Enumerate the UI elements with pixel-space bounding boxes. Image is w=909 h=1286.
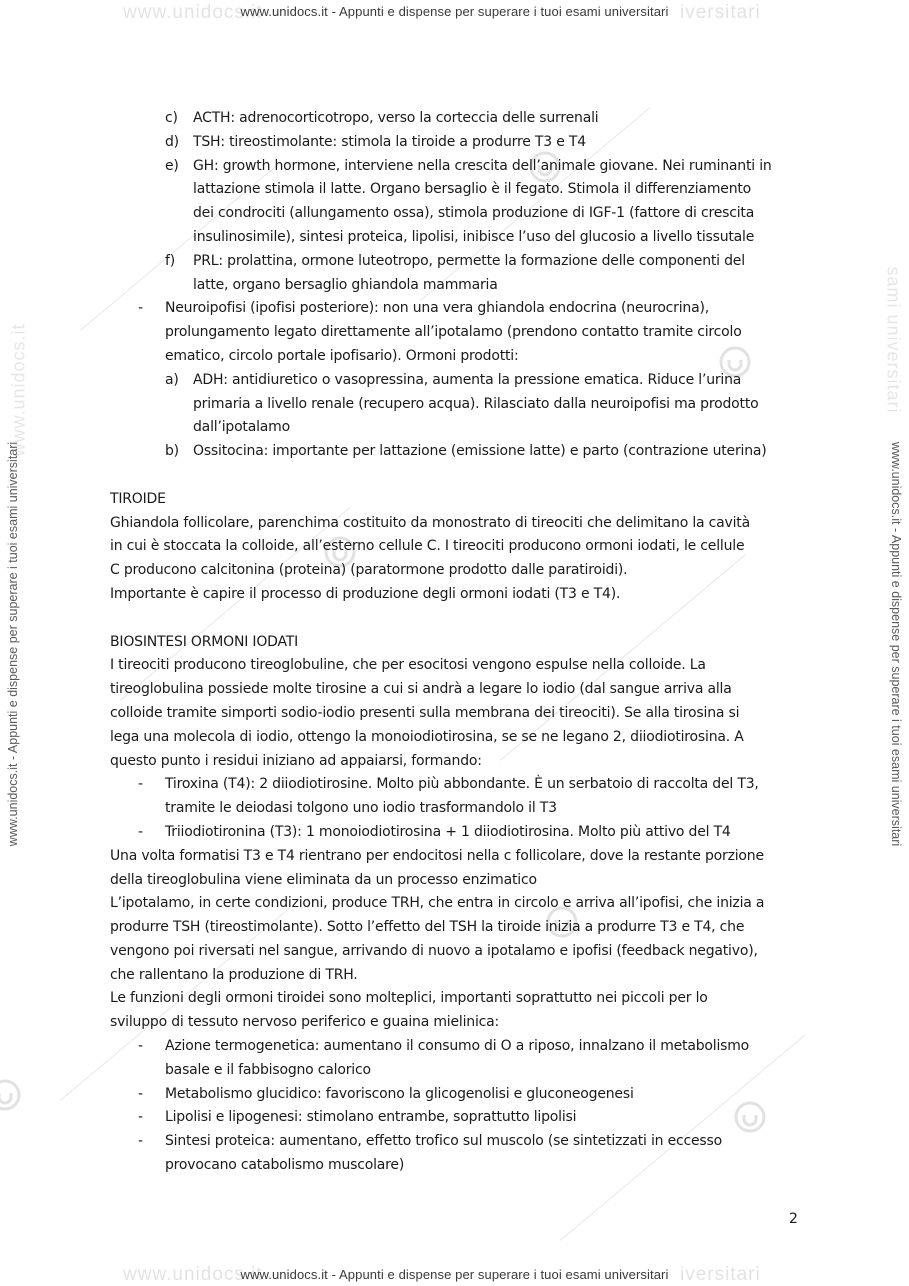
list-line: [110, 107, 800, 131]
list-text: ACTH: adrenocorticotropo, verso la corteccia delle surrenali: [193, 110, 599, 126]
text-line: che rallentano la produzione di TRH.: [110, 966, 358, 983]
list-line: [110, 1035, 800, 1059]
watermark-side-right: www.unidocs.it - Appunti e dispense per superare i tuoi esami universitari: [889, 441, 903, 847]
lettered-list-item: [110, 369, 800, 440]
blank-line: [110, 607, 800, 631]
bullet-list-item: [110, 821, 800, 845]
list-text: ADH: antidiuretico o vasopressina, aumenta la pressione ematica. Riduce l’urina: [193, 371, 742, 388]
text-line: L’ipotalamo, in certe condizioni, produce TRH, che entra in circolo e arriva all’ipofisi, che inizia a: [110, 895, 765, 912]
list-text: Tiroxina (T4): 2 diiodiotirosine. Molto più abbondante. È un serbatoio di raccolta del T3,: [165, 776, 759, 793]
list-line: [110, 1083, 800, 1107]
dash-marker: -: [138, 823, 143, 840]
text-line: lega una molecola di iodio, ottengo la monoiodiotirosina, se se ne legano 2, diiodiotirosina. A: [110, 728, 744, 745]
list-text: Azione termogenetica: aumentano il consumo di O a riposo, innalzano il metabolismo: [165, 1038, 750, 1055]
lettered-list-item: [110, 250, 800, 298]
list-line: [110, 821, 800, 845]
dash-marker: -: [138, 300, 143, 317]
list-text: prolungamento legato direttamente all’ipotalamo (prendono contatto tramite circolo: [165, 324, 742, 341]
list-line: [110, 131, 800, 155]
list-line: [110, 297, 800, 321]
list-text: Sintesi proteica: aumentano, effetto trofico sul muscolo (se sintetizzati in eccesso: [165, 1133, 722, 1150]
lettered-list-item: [110, 107, 800, 131]
list-text: TSH: tireostimolante: stimola la tiroide a produrre T3 e T4: [193, 133, 586, 150]
list-line: [110, 250, 800, 274]
watermark-side-left: www.unidocs.it - Appunti e dispense per superare i tuoi esami universitari: [6, 441, 20, 847]
list-text: dei condrociti (allungamento ossa), stimola produzione di IGF-1 (fattore di crescita: [193, 205, 755, 222]
text-line: Le funzioni degli ormoni tiroidei sono molteplici, importanti soprattutto nei piccoli per lo: [110, 990, 708, 1007]
blank-line: [110, 464, 800, 488]
list-marker: d): [165, 133, 179, 150]
bullet-list-item: [110, 1083, 800, 1107]
bullet-list-item: [110, 1035, 800, 1083]
text-line: vengono poi riversati nel sangue, arrivando di nuovo a ipotalamo e ipofisi (feedback negativo),: [110, 942, 758, 959]
watermark-ghost-bottom-right: iversitari: [680, 1264, 761, 1285]
text-line: Importante è capire il processo di produzione degli ormoni iodati (T3 e T4).: [110, 585, 621, 602]
list-line: [110, 1106, 800, 1130]
text-line: Ghiandola follicolare, parenchima costituito da monostrato di tireociti che delimitano la cavità: [110, 514, 750, 531]
text-line: tireoglobulina possiede molte tirosine a cui si andrà a legare lo iodio (dal sangue arriva alla: [110, 681, 732, 698]
list-text: insulinosimile), sintesi proteica, lipolisi, inibisce l’uso del glucosio a livello tissutale: [193, 228, 755, 245]
list-text: GH: growth hormone, interviene nella crescita dell’animale giovane. Nei ruminanti in: [193, 157, 772, 174]
list-line: [110, 155, 800, 179]
dash-marker: -: [138, 1133, 143, 1150]
list-marker: c): [165, 110, 178, 126]
list-text: Ossitocina: importante per lattazione (emissione latte) e parto (contrazione uterina): [193, 443, 767, 460]
dash-marker: -: [138, 1109, 143, 1126]
bullet-list-item: [110, 1106, 800, 1130]
text-line: della tireoglobulina viene eliminata da un processo enzimatico: [110, 871, 537, 888]
list-text: basale e il fabbisogno calorico: [165, 1061, 371, 1078]
list-text: dall’ipotalamo: [193, 419, 290, 436]
watermark-side-ghost-right: sami universitari: [883, 266, 904, 414]
text-line: in cui è stoccata la colloide, all’esterno cellule C. I tireociti producono ormoni iodati, le cellule: [110, 538, 745, 555]
list-text: tramite le deiodasi tolgono uno iodio trasformandolo il T3: [165, 800, 557, 817]
text-line: produrre TSH (tireostimolante). Sotto l’effetto del TSH la tiroide inizia a produrre T3 e T4, che: [110, 919, 745, 936]
watermark-banner-top: www.unidocs.it - Appunti e dispense per superare i tuoi esami universitari: [240, 4, 669, 19]
watermark-ghost-top-right: iversitari: [680, 2, 761, 23]
list-text: ematico, circolo portale ipofisario). Ormoni prodotti:: [165, 347, 519, 364]
paragraph: [110, 631, 800, 774]
list-marker: f): [165, 252, 175, 269]
text-line: sviluppo di tessuto nervoso periferico e guaina mielinica:: [110, 1014, 500, 1031]
list-text: PRL: prolattina, ormone luteotropo, permette la formazione delle componenti del: [193, 252, 745, 269]
watermark-ghost-top-left: www.unidocs.it: [123, 2, 263, 23]
lettered-list-item: [110, 155, 800, 250]
watermark-banner-bottom: www.unidocs.it - Appunti e dispense per superare i tuoi esami universitari: [240, 1267, 669, 1282]
bullet-list-item: [110, 1130, 800, 1178]
watermark-ghost-bottom-left: www.unidocs.it: [123, 1264, 263, 1285]
paragraph: [110, 845, 800, 1035]
dash-marker: -: [138, 1038, 143, 1055]
list-line: [110, 1130, 800, 1154]
list-text: primaria a livello renale (recupero acqua). Rilasciato dalla neuroipofisi ma prodotto: [193, 395, 759, 412]
list-text: latte, organo bersaglio ghiandola mammaria: [193, 276, 498, 293]
text-line: BIOSINTESI ORMONI IODATI: [110, 633, 299, 650]
page-number: 2: [789, 1211, 798, 1227]
text-line: colloide tramite simporti sodio-iodio presenti sulla membrana dei tireociti). Se alla tirosina si: [110, 704, 740, 721]
text-line: TIROIDE: [110, 490, 166, 507]
text-line: C producono calcitonina (proteina) (paratormone prodotto dalle paratiroidi).: [110, 562, 628, 579]
list-line: [110, 773, 800, 797]
lettered-list-item: [110, 131, 800, 155]
lettered-list-item: [110, 440, 800, 464]
watermark-side-ghost-left: www.unidocs.it: [8, 323, 29, 457]
list-line: [110, 369, 800, 393]
list-text: Neuroipofisi (ipofisi posteriore): non una vera ghiandola endocrina (neurocrina),: [165, 300, 709, 317]
list-marker: e): [165, 157, 179, 174]
text-line: I tireociti producono tireoglobuline, che per esocitosi vengono espulse nella colloide. La: [110, 657, 706, 674]
paragraph: [110, 488, 800, 607]
list-text: lattazione stimola il latte. Organo bersaglio è il fegato. Stimola il differenziamento: [193, 181, 752, 198]
bullet-list-item: [110, 773, 800, 821]
list-text: provocano catabolismo muscolare): [165, 1157, 405, 1174]
dash-marker: -: [138, 1085, 143, 1102]
list-text: Triiodiotironina (T3): 1 monoiodiotirosina + 1 diiodiotirosina. Molto più attivo del T4: [165, 823, 731, 840]
text-line: questo punto i residui iniziano ad appaiarsi, formando:: [110, 752, 482, 769]
text-line: Una volta formatisi T3 e T4 rientrano per endocitosi nella c follicolare, dove la restante porzione: [110, 847, 764, 864]
watermark-logo-icon: [0, 1078, 22, 1112]
document-body: [110, 107, 800, 1178]
bullet-list-item: [110, 297, 800, 368]
list-text: Metabolismo glucidico: favoriscono la glicogenolisi e gluconeogenesi: [165, 1085, 634, 1102]
list-marker: b): [165, 443, 179, 460]
list-text: Lipolisi e lipogenesi: stimolano entrambe, soprattutto lipolisi: [165, 1109, 577, 1126]
dash-marker: -: [138, 776, 143, 793]
list-line: [110, 440, 800, 464]
list-marker: a): [165, 371, 179, 388]
